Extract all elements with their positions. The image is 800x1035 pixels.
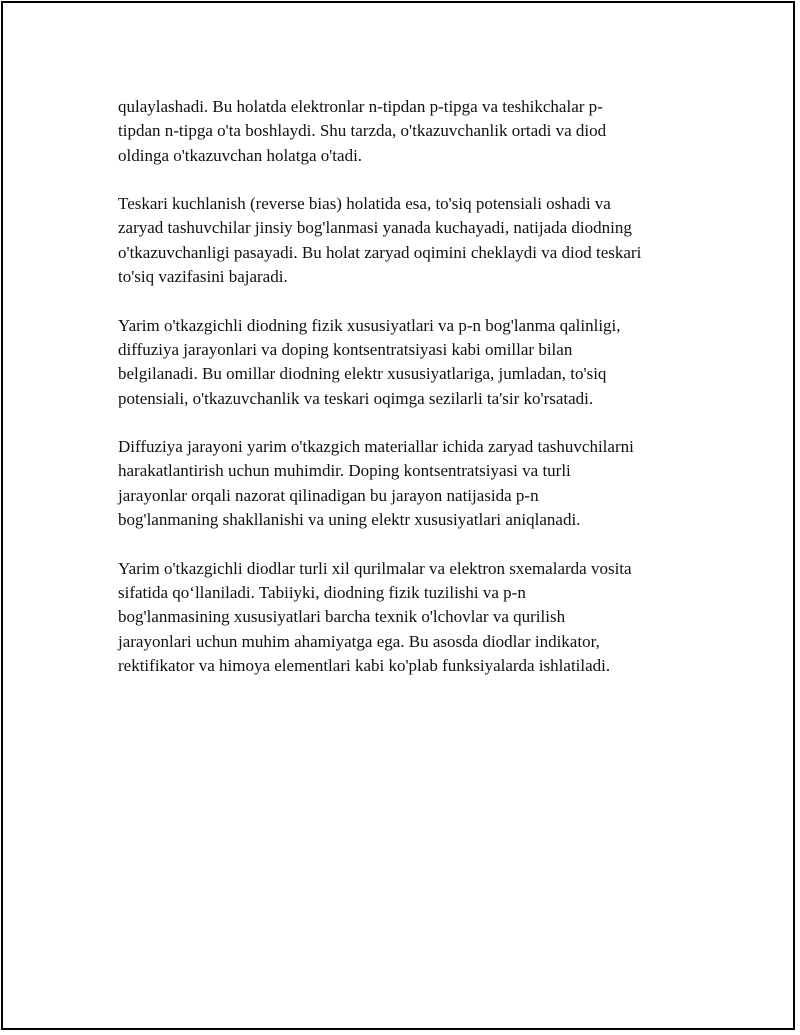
text-line: tipdan n-tipga o'ta boshlaydi. Shu tarzda, o'tkazuvchanlik ortadi va diod [118,121,607,141]
text-line: zaryad tashuvchilar jinsiy bog'lanmasi yanada kuchayadi, natijada diodning [118,218,632,238]
text-line: o'tkazuvchanligi pasayadi. Bu holat zaryad oqimini cheklaydi va diod teskari [118,242,642,262]
text-line: belgilanadi. Bu omillar diodning elektr xususiyatlariga, jumladan, to'siq [118,364,607,384]
paragraph-4 [118,435,678,532]
document-body [118,95,678,702]
text-line: Yarim o'tkazgichli diodlar turli xil qurilmalar va elektron sxemalarda vosita [118,558,632,578]
paragraph-5 [118,557,678,678]
text-line: oldinga o'tkazuvchan holatga o'tadi. [118,145,363,165]
text-line: Yarim o'tkazgichli diodning fizik xususiyatlari va p-n bog'lanma qalinligi, [118,315,621,335]
text-line: bog'lanmasining xususiyatlari barcha texnik o'lchovlar va qurilish [118,607,566,627]
text-line: potensiali, o'tkazuvchanlik va teskari oqimga sezilarli ta'sir ko'rsatadi. [118,388,594,408]
paragraph-2 [118,192,678,289]
text-line: bog'lanmaning shakllanishi va uning elektr xususiyatlari aniqlanadi. [118,510,581,530]
text-line: Teskari kuchlanish (reverse bias) holatida esa, to'siq potensiali oshadi va [118,194,611,214]
text-line: to'siq vazifasini bajaradi. [118,267,288,287]
text-line: sifatida qo‘llaniladi. Tabiiyki, diodning fizik tuzilishi va p-n [118,582,526,602]
text-line: jarayonlar orqali nazorat qilinadigan bu jarayon natijasida p-n [118,485,539,505]
text-line: Diffuziya jarayoni yarim o'tkazgich materiallar ichida zaryad tashuvchilarni [118,437,634,457]
paragraph-1 [118,95,678,168]
text-line: harakatlantirish uchun muhimdir. Doping kontsentratsiyasi va turli [118,461,571,481]
text-line: jarayonlari uchun muhim ahamiyatga ega. Bu asosda diodlar indikator, [118,631,600,651]
paragraph-3 [118,314,678,411]
text-line: rektifikator va himoya elementlari kabi ko'plab funksiyalarda ishlatiladi. [118,655,611,675]
text-line: diffuziya jarayonlari va doping kontsentratsiyasi kabi omillar bilan [118,339,573,359]
text-line: qulaylashadi. Bu holatda elektronlar n-tipdan p-tipga va teshikchalar p- [118,97,603,116]
